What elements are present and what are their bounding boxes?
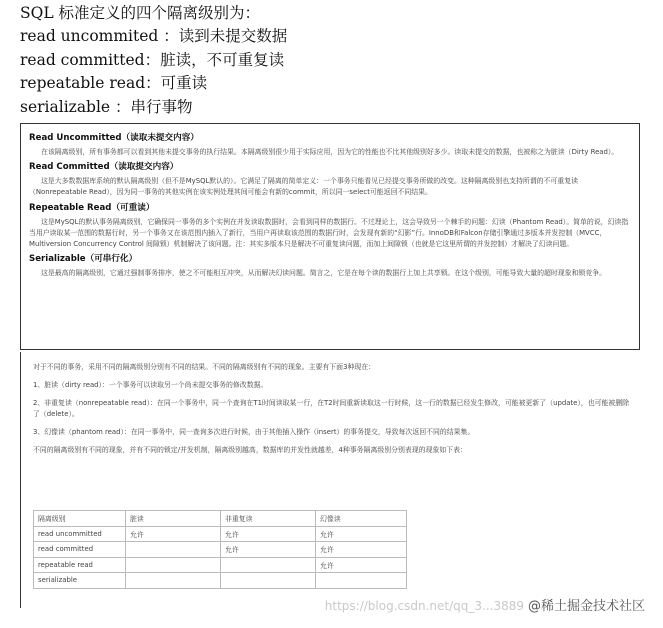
- table-cell: [221, 573, 316, 589]
- table-row: [34, 573, 407, 589]
- table-cell: serializable: [34, 573, 126, 589]
- watermark-brand: @稀土掘金技术社区: [527, 599, 645, 614]
- isolation-level-table: [33, 510, 407, 589]
- intro-line-read-committed: read committed：脏读，不可重复读: [20, 50, 285, 69]
- phenomena-description-box: [20, 352, 640, 608]
- table-cell: 允许: [316, 542, 407, 558]
- table-row: [34, 542, 407, 558]
- intro-heading: SQL 标准定义的四个隔离级别为：: [20, 4, 261, 22]
- table-header-cell: 隔离级别: [34, 511, 126, 527]
- intro-line-serializable: serializable ：串行事物: [20, 97, 193, 116]
- table-cell: [221, 557, 316, 573]
- intro-line-repeatable-read: repeatable read：可重读: [20, 74, 208, 93]
- phenomenon-nonrepeatable-read: 2、非重复读（nonrepeatable read）：在同一个事务中，同一个查询在T1时间读取某一行，在T2时间重新读取这一行时候，这一行的数据已经发生修改，可能被更新了（update），也可能被删除了（delete）。: [33, 399, 630, 418]
- section-body-repeatable-read: 这是MySQL的默认事务隔离级别，它确保同一事务的多个实例在并发读取数据时，会看到同样的数据行。不过理论上，这会导致另一个棘手的问题：幻读（Phantom Read）。简单的说，幻读指当用户读取某一范围的数据行时，另一个事务又在该范围内插入了新行，当用户再读取该范围的数据行时，会发现有新的“幻影”行。InnoDB和Falcon存储引擎通过多版本并发控制（MVCC，Multiversion Concurrency Control 间隙锁）机制解决了该问题。注：其实多版本只是解决不可重复读问题，而加上间隙锁（也就是它这里所谓的并发控制）才解决了幻读问题。: [29, 217, 629, 249]
- table-header-cell: 幻像读: [316, 511, 407, 527]
- table-cell: read uncommitted: [34, 526, 126, 542]
- table-row: [34, 557, 407, 573]
- table-cell: 允许: [221, 526, 316, 542]
- table-cell: [316, 573, 407, 589]
- table-header-cell: 非重复读: [221, 511, 316, 527]
- intro-text: [20, 2, 660, 119]
- watermark: [325, 595, 645, 614]
- section-title-read-committed: Read Committed（读取提交内容）: [29, 162, 179, 173]
- table-row: [34, 526, 407, 542]
- intro-line-read-uncommitted: read uncommited ：读到未提交数据: [20, 27, 288, 46]
- section-title-repeatable-read: Repeatable Read（可重读）: [29, 202, 155, 213]
- section-body-read-committed: 这是大多数数据库系统的默认隔离级别（但不是MySQL默认的）。它满足了隔离的简单定义：一个事务只能看见已经提交事务所做的改变。这种隔离级别也支持所谓的不可重复读（Nonrepeatable Read），因为同一事务的其他实例在该实例处理其间可能会有新的commit，所以同一select可能返回不同结果。: [29, 177, 578, 197]
- section-body-serializable: 这是最高的隔离级别，它通过强制事务排序，使之不可能相互冲突，从而解决幻读问题。简言之，它是在每个读的数据行上加上共享锁。在这个级别，可能导致大量的超时现象和锁竞争。: [41, 269, 607, 278]
- table-cell: [126, 542, 221, 558]
- table-cell: 允许: [316, 526, 407, 542]
- phenomenon-phantom-read: 3、幻像读（phantom read）：在同一事务中，同一查询多次进行时候，由于其他插入操作（insert）的事务提交，导致每次返回不同的结果集。: [33, 428, 475, 436]
- phenomena-intro: 对于不同的事务，采用不同的隔离级别分别有不同的结果。不同的隔离级别有不同的现象。主要有下面3种现在：: [33, 363, 376, 371]
- table-cell: 允许: [221, 542, 316, 558]
- table-cell: [126, 557, 221, 573]
- table-header-cell: 脏读: [126, 511, 221, 527]
- watermark-url: https://blog.csdn.net/qq_3...3889: [324, 599, 524, 613]
- section-title-read-uncommitted: Read Uncommitted（读取未提交内容）: [29, 133, 199, 143]
- table-header-row: [34, 511, 407, 527]
- section-body-read-uncommitted: 在该隔离级别，所有事务都可以看到其他未提交事务的执行结果。本隔离级别很少用于实际应用，因为它的性能也不比其他级别好多少。读取未提交的数据，也被称之为脏读（Dirty Read）。: [41, 148, 619, 156]
- table-cell: repeatable read: [34, 557, 126, 573]
- table-cell: [126, 573, 221, 589]
- isolation-levels-description-box: [20, 123, 640, 350]
- section-title-serializable: Serializable（可串行化）: [29, 254, 138, 265]
- table-cell: read committed: [34, 542, 126, 558]
- phenomenon-dirty-read: 1、脏读（dirty read）：一个事务可以读取另一个尚未提交事务的修改数据。: [33, 381, 268, 389]
- table-cell: 允许: [316, 557, 407, 573]
- table-cell: 允许: [126, 526, 221, 542]
- phenomena-summary: 不同的隔离级别有不同的现象，并有不同的锁定/并发机制，隔离级别越高，数据库的并发性就越差，4种事务隔离级别分别表现的现象如下表：: [33, 446, 467, 454]
